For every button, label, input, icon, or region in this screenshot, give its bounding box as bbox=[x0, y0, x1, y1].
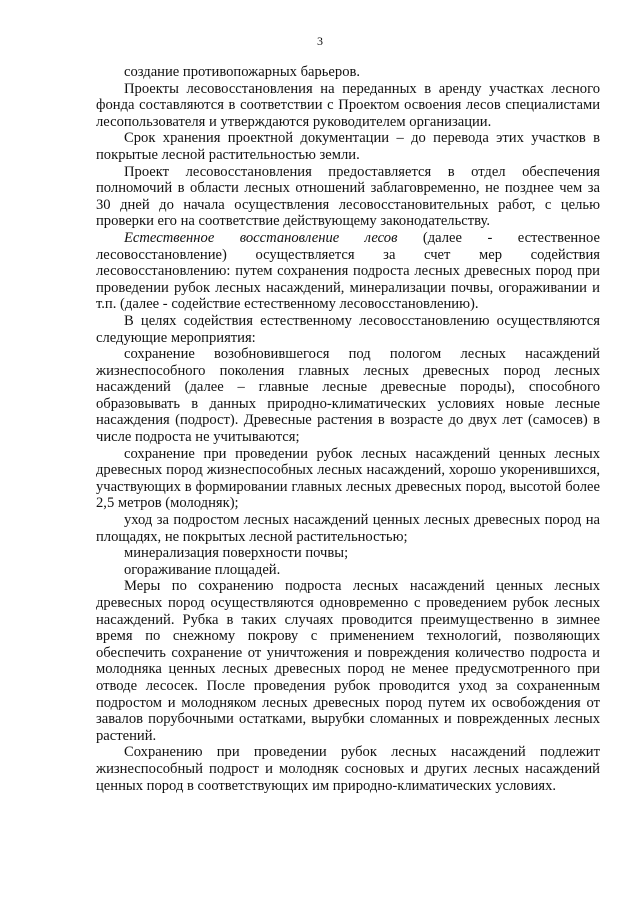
paragraph-13: Сохранению при проведении рубок лесных насаждений подлежит жизнеспособный подрост и молодняк сосновых и других лесных насаждений ценных пород в соответствующих им природно-климатических условиях. bbox=[96, 744, 600, 794]
paragraph-9: уход за подростом лесных насаждений ценных лесных древесных пород на площадях, не покрытых лесной растительностью; bbox=[96, 512, 600, 545]
page-number: 3 bbox=[317, 34, 323, 48]
paragraph-11: огораживание площадей. bbox=[124, 561, 281, 578]
paragraph-5-text: (далее - естественное лесовосстановление) осуществляется за счет мер содействия лесовосстановлению: путем сохранения подроста лесных древесных пород при проведении рубок лесных насаждений, минерализации почвы, огораживании и т.п. (далее - содействие естественному лесовосстановлению). bbox=[96, 229, 600, 313]
paragraph-5 bbox=[96, 230, 600, 313]
paragraph-10: минерализация поверхности почвы; bbox=[124, 545, 349, 562]
paragraph-7: сохранение возобновившегося под пологом лесных насаждений жизнеспособного поколения главных лесных древесных пород лесных насаждений (далее – главные лесные древесные породы), способного образовывать в данных природно-климатических условиях новые лесные насаждения (подрост). Древесные растения в возрасте до двух лет (самосев) в числе подроста не учитываются; bbox=[96, 346, 600, 446]
paragraph-2: Проекты лесовосстановления на переданных в аренду участках лесного фонда составляются в соответствии с Проектом освоения лесов специалистами лесопользователя и утверждаются руководителем организации. bbox=[96, 80, 600, 130]
paragraph-12: Меры по сохранению подроста лесных насаждений ценных лесных древесных пород осуществляются одновременно с проведением рубок лесных насаждений. Рубка в таких случаях проводится преимущественно в зимнее время по снежному покрову с применением технологий, позволяющих обеспечить сохранение от уничтожения и повреждения количество подроста и молодняка ценных лесных древесных пород не менее предусмотренного при отводе лесосек. После проведения рубок проводится уход за сохраненным подростом и молодняком лесных древесных пород путем их освобождения от завалов порубочными остатками, вырубки сломанных и поврежденных лесных растений. bbox=[96, 578, 600, 744]
paragraph-6: В целях содействия естественному лесовосстановлению осуществляются следующие мероприятия: bbox=[96, 312, 600, 346]
paragraph-8: сохранение при проведении рубок лесных насаждений ценных лесных древесных пород жизнеспособных лесных насаждений, хорошо укоренившихся, участвующих в формировании главных лесных древесных пород, высотой более 2,5 метров (молодняк); bbox=[96, 445, 600, 512]
paragraph-1: создание противопожарных барьеров. bbox=[124, 64, 361, 80]
italic-term: Естественное восстановление лесов bbox=[124, 229, 398, 246]
paragraph-4: Проект лесовосстановления предоставляется в отдел обеспечения полномочий в области лесных отношений заблаговременно, не позднее чем за 30 дней до начала осуществления лесовосстановительных работ, с целью проверки его на соответствие действующему законодательству. bbox=[96, 163, 600, 230]
paragraph-3: Срок хранения проектной документации – до перевода этих участков в покрытые лесной растительностью земли. bbox=[96, 130, 600, 163]
document-body bbox=[96, 64, 600, 794]
